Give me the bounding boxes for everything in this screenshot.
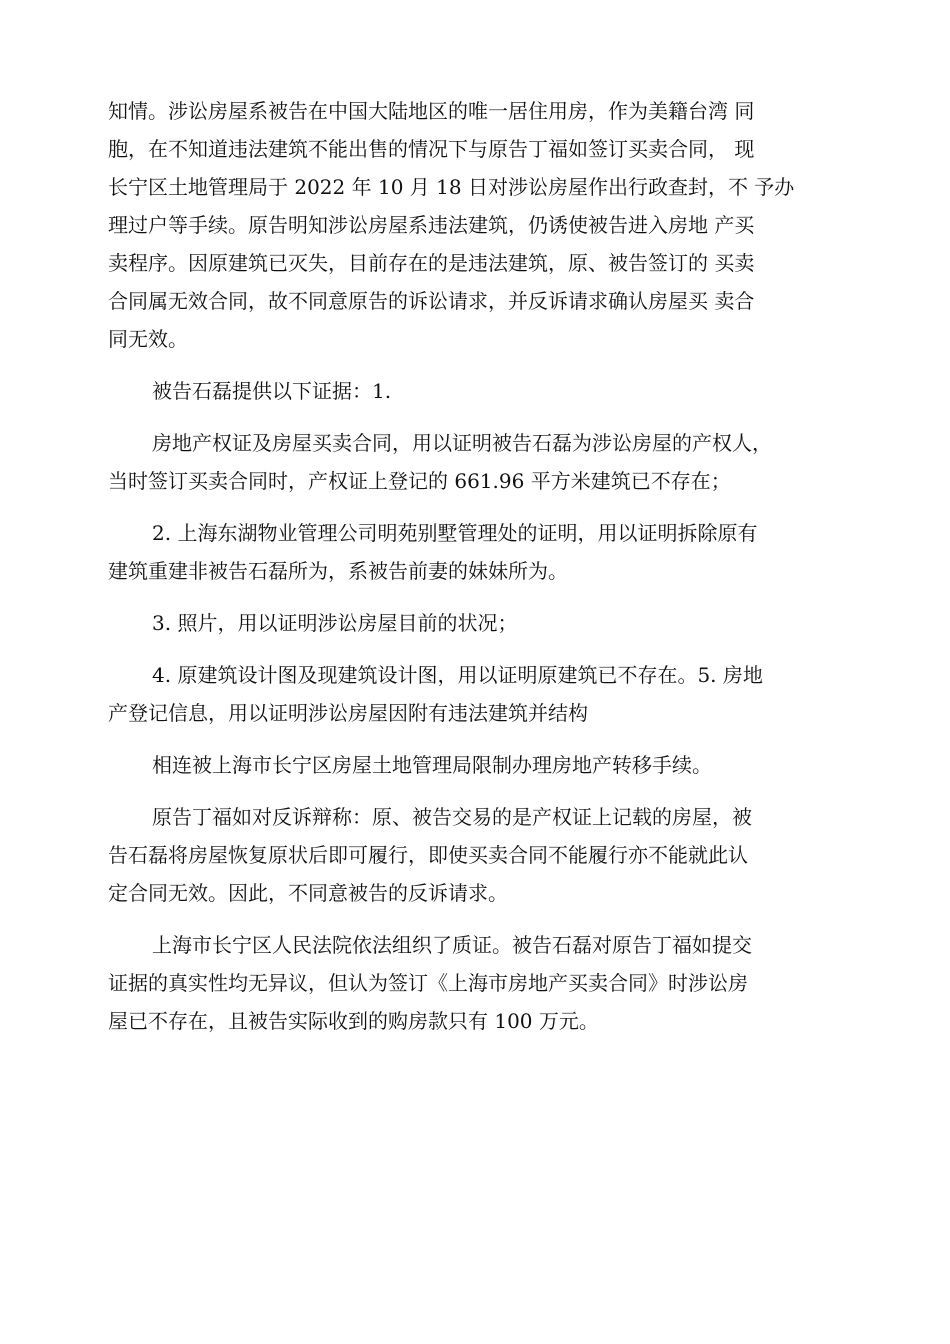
text-line: 告石磊将房屋恢复原状后即可履行，即使买卖合同不能履行亦不能就此认 — [108, 843, 748, 867]
text-line: 卖程序。因原建筑已灭失，目前存在的是违法建筑，原、被告签订的 买卖 — [108, 251, 755, 275]
text-line: 产登记信息，用以证明涉讼房屋因附有违法建筑并结构 — [108, 701, 588, 725]
text-line: 4. 原建筑设计图及现建筑设计图，用以证明原建筑已不存在。5. 房地 — [152, 663, 763, 687]
text-line: 原告丁福如对反诉辩称：原、被告交易的是产权证上记载的房屋，被 — [152, 805, 752, 829]
paragraph-evidence-4-5 — [108, 656, 856, 732]
paragraph-evidence-3 — [108, 604, 856, 642]
text-line: 屋已不存在，且被告实际收到的购房款只有 100 万元。 — [108, 1009, 599, 1033]
paragraph-evidence-5-cont — [108, 746, 856, 784]
text-line: 相连被上海市长宁区房屋土地管理局限制办理房地产转移手续。 — [152, 753, 712, 777]
paragraph-evidence-1 — [108, 424, 856, 500]
text-line: 知情。涉讼房屋系被告在中国大陆地区的唯一居住用房，作为美籍台湾 同 — [108, 99, 755, 123]
paragraph-court-crossexam — [108, 926, 856, 1040]
paragraph-defendant-statement — [108, 92, 856, 358]
text-line: 证据的真实性均无异议，但认为签订《上海市房地产买卖合同》时涉讼房 — [108, 971, 748, 995]
text-line: 同无效。 — [108, 327, 188, 351]
text-line: 当时签订买卖合同时，产权证上登记的 661.96 平方米建筑已不存在； — [108, 469, 731, 493]
paragraph-evidence-intro — [108, 372, 856, 410]
text-line: 3. 照片，用以证明涉讼房屋目前的状况； — [152, 611, 518, 635]
text-line: 2. 上海东湖物业管理公司明苑别墅管理处的证明，用以证明拆除原有 — [152, 521, 758, 545]
document-page — [108, 92, 856, 1054]
text-line: 胞，在不知道违法建筑不能出售的情况下与原告丁福如签订买卖合同， 现 — [108, 137, 755, 161]
text-line: 房地产权证及房屋买卖合同，用以证明被告石磊为涉讼房屋的产权人， — [152, 431, 772, 455]
text-line: 合同属无效合同，故不同意原告的诉讼请求，并反诉请求确认房屋买 卖合 — [108, 289, 755, 313]
text-line: 长宁区土地管理局于 2022 年 10 月 18 日对涉讼房屋作出行政查封，不 予办 — [108, 175, 795, 199]
text-line: 建筑重建非被告石磊所为，系被告前妻的妹妹所为。 — [108, 559, 568, 583]
text-line: 理过户等手续。原告明知涉讼房屋系违法建筑，仍诱使被告进入房地 产买 — [108, 213, 755, 237]
text-line: 上海市长宁区人民法院依法组织了质证。被告石磊对原告丁福如提交 — [152, 933, 752, 957]
paragraph-plaintiff-reply — [108, 798, 856, 912]
text-line: 被告石磊提供以下证据：1. — [152, 379, 392, 403]
paragraph-evidence-2 — [108, 514, 856, 590]
text-line: 定合同无效。因此，不同意被告的反诉请求。 — [108, 881, 508, 905]
